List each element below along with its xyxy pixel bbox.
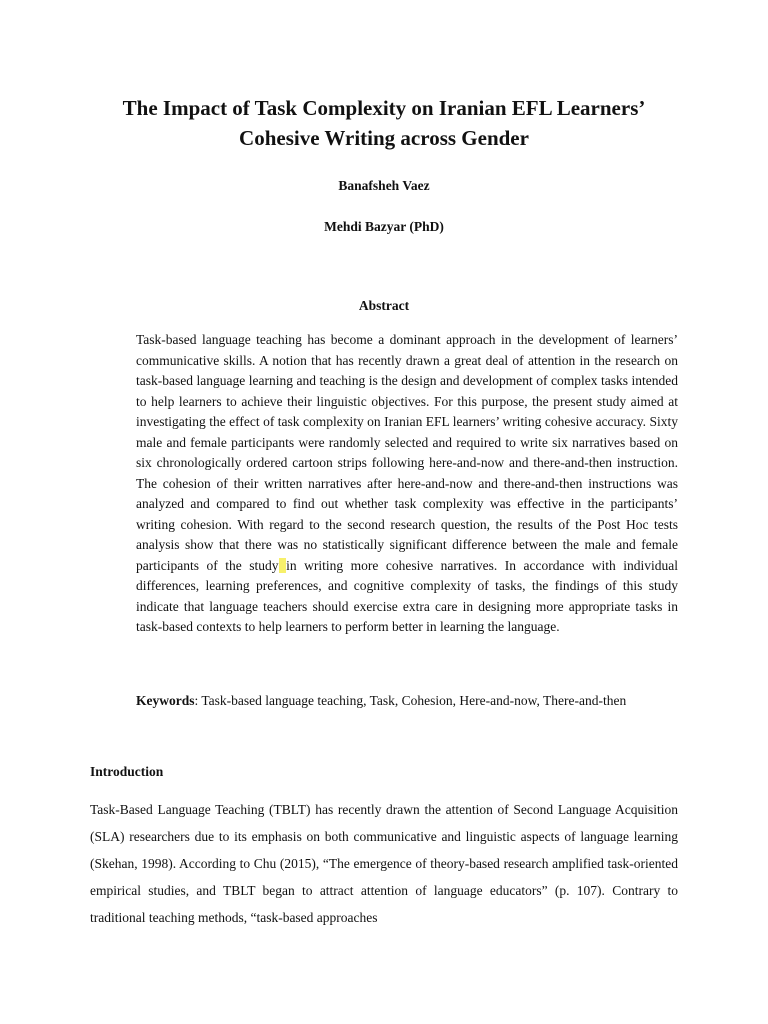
title-line-2: Cohesive Writing across Gender xyxy=(239,126,529,150)
abstract-body xyxy=(136,330,678,638)
paper-title xyxy=(60,93,708,153)
abstract-heading: Abstract xyxy=(358,298,410,313)
title-line-1: The Impact of Task Complexity on Iranian EFL Learners’ xyxy=(122,96,646,120)
keywords-label: Keywords xyxy=(136,693,195,708)
abstract-text-1: Task-based language teaching has become a dominant approach in the development of learners’ communicative skills. A notion that has recently drawn a great deal of attention in the research on task-based language learning and teaching is the design and development of complex tasks intended to help learners to achieve their linguistic objectives. For this purpose, the present study aimed at investigating the effect of task complexity on Iranian EFL learners’ writing cohesive accuracy. Sixty male and female participants were randomly selected and required to write six narratives based on six chronologically ordered cartoon strips following here-and-now and there-and-then instruction. The cohesion of their written narratives after here-and-now and there-and-then instructions was analyzed and compared to find out whether task complexity was effective in the participants’ writing cohesion. With regard to the second research question, the results of the Post Hoc tests analysis show that there was no statistically significant difference between the male and female participants of the study xyxy=(136,332,678,573)
highlight-mark xyxy=(279,558,287,573)
introduction-body: Task-Based Language Teaching (TBLT) has recently drawn the attention of Second Language Acquisition (SLA) researchers due to its emphasis on both communicative and linguistic aspects of language learning (Skehan, 1998). According to Chu (2015), “The emergence of theory-based research amplified task-oriented empirical studies, and TBLT began to attract attention of language educators” (p. 107). Contrary to traditional teaching methods, “task-based approaches xyxy=(90,802,678,925)
keywords xyxy=(136,691,678,712)
author-1: Banafsheh Vaez xyxy=(338,178,430,193)
keywords-text: : Task-based language teaching, Task, Cohesion, Here-and-now, There-and-then xyxy=(194,693,627,708)
author-2: Mehdi Bazyar (PhD) xyxy=(324,219,444,234)
introduction-heading: Introduction xyxy=(90,764,164,779)
abstract-text-2: in writing more cohesive narratives. In accordance with individual differences, learning preferences, and cognitive complexity of tasks, the findings of this study indicate that language teachers should exercise extra care in designing more appropriate tasks in task-based contexts to help learners to perform better in learning the language. xyxy=(136,557,678,634)
